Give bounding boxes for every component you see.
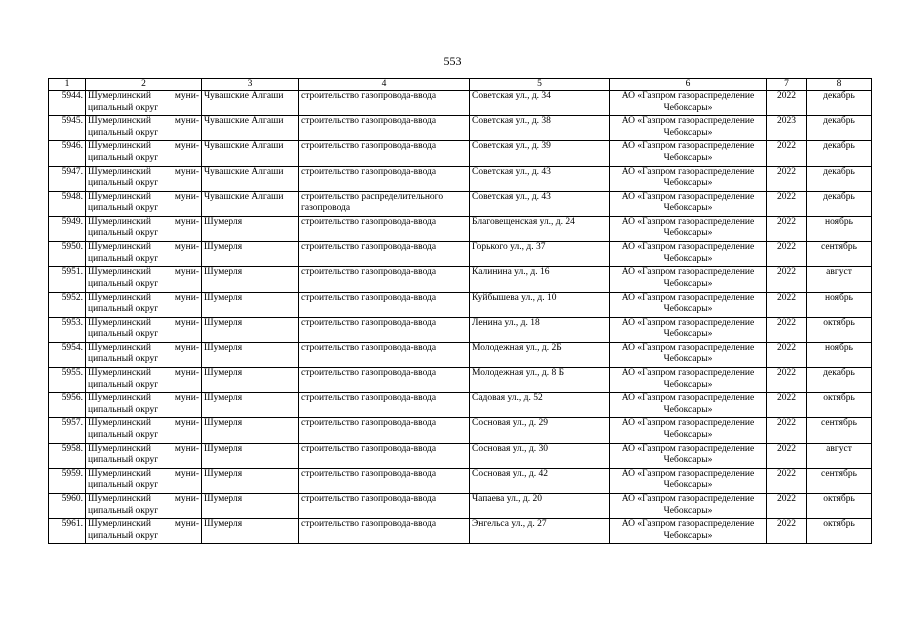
header-cell-8: 8: [807, 79, 872, 91]
cell-district: Шумерлинский муни-ципальный округ: [86, 494, 202, 519]
cell-month: декабрь: [807, 166, 872, 191]
cell-year: 2022: [767, 242, 807, 267]
cell-address: Советская ул., д. 38: [470, 116, 610, 141]
cell-year: 2022: [767, 292, 807, 317]
cell-month: сентябрь: [807, 242, 872, 267]
cell-settlement: Шумерля: [202, 292, 299, 317]
cell-address: Советская ул., д. 43: [470, 191, 610, 216]
cell-number: 5951.: [49, 267, 86, 292]
cell-number: 5954.: [49, 342, 86, 367]
cell-number: 5960.: [49, 494, 86, 519]
cell-work-type: строительство газопровода-ввода: [299, 519, 470, 544]
header-cell-2: 2: [86, 79, 202, 91]
cell-month: ноябрь: [807, 342, 872, 367]
cell-month: ноябрь: [807, 292, 872, 317]
cell-month: декабрь: [807, 91, 872, 116]
table-row: [49, 342, 872, 367]
cell-address: Энгельса ул., д. 27: [470, 519, 610, 544]
cell-address: Калинина ул., д. 16: [470, 267, 610, 292]
cell-month: декабрь: [807, 141, 872, 166]
cell-work-type: строительство газопровода-ввода: [299, 393, 470, 418]
cell-address: Ленина ул., д. 18: [470, 317, 610, 342]
cell-work-type: строительство газопровода-ввода: [299, 317, 470, 342]
cell-number: 5950.: [49, 242, 86, 267]
cell-month: декабрь: [807, 116, 872, 141]
cell-year: 2022: [767, 368, 807, 393]
cell-settlement: Шумерля: [202, 242, 299, 267]
cell-organization: АО «Газпром газораспределение Чебоксары»: [610, 494, 767, 519]
cell-month: сентябрь: [807, 468, 872, 493]
cell-work-type: строительство газопровода-ввода: [299, 242, 470, 267]
cell-number: 5958.: [49, 443, 86, 468]
cell-month: август: [807, 443, 872, 468]
cell-district: Шумерлинский муни-ципальный округ: [86, 317, 202, 342]
table-row: [49, 468, 872, 493]
cell-settlement: Шумерля: [202, 216, 299, 241]
cell-month: октябрь: [807, 317, 872, 342]
table-row: [49, 418, 872, 443]
table-row: [49, 91, 872, 116]
cell-district: Шумерлинский муни-ципальный округ: [86, 443, 202, 468]
cell-organization: АО «Газпром газораспределение Чебоксары»: [610, 216, 767, 241]
cell-number: 5946.: [49, 141, 86, 166]
cell-number: 5961.: [49, 519, 86, 544]
cell-settlement: Шумерля: [202, 519, 299, 544]
cell-work-type: строительство газопровода-ввода: [299, 418, 470, 443]
cell-work-type: строительство распределительного газопровода: [299, 191, 470, 216]
cell-district: Шумерлинский муни-ципальный округ: [86, 418, 202, 443]
cell-settlement: Чувашские Алгаши: [202, 141, 299, 166]
cell-organization: АО «Газпром газораспределение Чебоксары»: [610, 418, 767, 443]
cell-district: Шумерлинский муни-ципальный округ: [86, 468, 202, 493]
cell-address: Сосновая ул., д. 29: [470, 418, 610, 443]
cell-organization: АО «Газпром газораспределение Чебоксары»: [610, 242, 767, 267]
table-row: [49, 166, 872, 191]
table-row: [49, 393, 872, 418]
cell-number: 5949.: [49, 216, 86, 241]
cell-settlement: Шумерля: [202, 317, 299, 342]
cell-settlement: Шумерля: [202, 368, 299, 393]
cell-year: 2022: [767, 468, 807, 493]
cell-year: 2022: [767, 141, 807, 166]
cell-organization: АО «Газпром газораспределение Чебоксары»: [610, 141, 767, 166]
cell-district: Шумерлинский муни-ципальный округ: [86, 519, 202, 544]
cell-year: 2022: [767, 317, 807, 342]
cell-address: Горького ул., д. 37: [470, 242, 610, 267]
cell-work-type: строительство газопровода-ввода: [299, 267, 470, 292]
cell-district: Шумерлинский муни-ципальный округ: [86, 216, 202, 241]
table-body: [49, 91, 872, 544]
cell-settlement: Чувашские Алгаши: [202, 91, 299, 116]
cell-address: Молодежная ул., д. 8 Б: [470, 368, 610, 393]
cell-address: Советская ул., д. 43: [470, 166, 610, 191]
cell-work-type: строительство газопровода-ввода: [299, 342, 470, 367]
cell-district: Шумерлинский муни-ципальный округ: [86, 292, 202, 317]
cell-address: Сосновая ул., д. 42: [470, 468, 610, 493]
cell-month: сентябрь: [807, 418, 872, 443]
table-row: [49, 317, 872, 342]
cell-organization: АО «Газпром газораспределение Чебоксары»: [610, 368, 767, 393]
cell-work-type: строительство газопровода-ввода: [299, 91, 470, 116]
cell-organization: АО «Газпром газораспределение Чебоксары»: [610, 191, 767, 216]
cell-settlement: Шумерля: [202, 443, 299, 468]
cell-organization: АО «Газпром газораспределение Чебоксары»: [610, 443, 767, 468]
cell-number: 5952.: [49, 292, 86, 317]
cell-settlement: Шумерля: [202, 468, 299, 493]
cell-organization: АО «Газпром газораспределение Чебоксары»: [610, 468, 767, 493]
cell-district: Шумерлинский муни-ципальный округ: [86, 267, 202, 292]
header-cell-1: 1: [49, 79, 86, 91]
cell-organization: АО «Газпром газораспределение Чебоксары»: [610, 166, 767, 191]
cell-organization: АО «Газпром газораспределение Чебоксары»: [610, 342, 767, 367]
cell-number: 5957.: [49, 418, 86, 443]
cell-work-type: строительство газопровода-ввода: [299, 166, 470, 191]
header-cell-6: 6: [610, 79, 767, 91]
cell-work-type: строительство газопровода-ввода: [299, 368, 470, 393]
table-row: [49, 116, 872, 141]
cell-year: 2022: [767, 267, 807, 292]
header-cell-4: 4: [299, 79, 470, 91]
cell-month: октябрь: [807, 494, 872, 519]
cell-year: 2022: [767, 393, 807, 418]
cell-organization: АО «Газпром газораспределение Чебоксары»: [610, 519, 767, 544]
cell-number: 5945.: [49, 116, 86, 141]
cell-settlement: Шумерля: [202, 418, 299, 443]
cell-year: 2022: [767, 91, 807, 116]
cell-organization: АО «Газпром газораспределение Чебоксары»: [610, 267, 767, 292]
cell-address: Чапаева ул., д. 20: [470, 494, 610, 519]
cell-year: 2022: [767, 191, 807, 216]
cell-settlement: Чувашские Алгаши: [202, 166, 299, 191]
cell-work-type: строительство газопровода-ввода: [299, 443, 470, 468]
header-cell-5: 5: [470, 79, 610, 91]
table-row: [49, 141, 872, 166]
cell-district: Шумерлинский муни-ципальный округ: [86, 116, 202, 141]
cell-work-type: строительство газопровода-ввода: [299, 216, 470, 241]
cell-address: Советская ул., д. 34: [470, 91, 610, 116]
cell-year: 2022: [767, 418, 807, 443]
cell-organization: АО «Газпром газораспределение Чебоксары»: [610, 317, 767, 342]
table-row: [49, 494, 872, 519]
cell-year: 2022: [767, 166, 807, 191]
cell-year: 2022: [767, 443, 807, 468]
cell-settlement: Шумерля: [202, 267, 299, 292]
cell-year: 2022: [767, 216, 807, 241]
cell-month: декабрь: [807, 191, 872, 216]
cell-organization: АО «Газпром газораспределение Чебоксары»: [610, 393, 767, 418]
cell-month: декабрь: [807, 368, 872, 393]
data-table: [48, 78, 872, 544]
cell-district: Шумерлинский муни-ципальный округ: [86, 342, 202, 367]
cell-work-type: строительство газопровода-ввода: [299, 116, 470, 141]
table-row: [49, 443, 872, 468]
cell-month: октябрь: [807, 393, 872, 418]
cell-settlement: Шумерля: [202, 393, 299, 418]
cell-work-type: строительство газопровода-ввода: [299, 141, 470, 166]
cell-year: 2022: [767, 342, 807, 367]
cell-district: Шумерлинский муни-ципальный округ: [86, 393, 202, 418]
header-cell-7: 7: [767, 79, 807, 91]
cell-number: 5947.: [49, 166, 86, 191]
cell-address: Куйбышева ул., д. 10: [470, 292, 610, 317]
cell-year: 2022: [767, 519, 807, 544]
table-row: [49, 519, 872, 544]
cell-number: 5953.: [49, 317, 86, 342]
cell-settlement: Шумерля: [202, 342, 299, 367]
header-cell-3: 3: [202, 79, 299, 91]
cell-year: 2023: [767, 116, 807, 141]
cell-settlement: Шумерля: [202, 494, 299, 519]
cell-organization: АО «Газпром газораспределение Чебоксары»: [610, 292, 767, 317]
cell-address: Советская ул., д. 39: [470, 141, 610, 166]
cell-number: 5956.: [49, 393, 86, 418]
cell-work-type: строительство газопровода-ввода: [299, 292, 470, 317]
cell-work-type: строительство газопровода-ввода: [299, 468, 470, 493]
cell-settlement: Чувашские Алгаши: [202, 191, 299, 216]
table-row: [49, 292, 872, 317]
cell-district: Шумерлинский муни-ципальный округ: [86, 166, 202, 191]
cell-address: Благовещенская ул., д. 24: [470, 216, 610, 241]
cell-number: 5955.: [49, 368, 86, 393]
cell-organization: АО «Газпром газораспределение Чебоксары»: [610, 91, 767, 116]
cell-work-type: строительство газопровода-ввода: [299, 494, 470, 519]
cell-month: октябрь: [807, 519, 872, 544]
page-number: 553: [443, 54, 462, 68]
table-row: [49, 191, 872, 216]
cell-organization: АО «Газпром газораспределение Чебоксары»: [610, 116, 767, 141]
table-row: [49, 267, 872, 292]
cell-district: Шумерлинский муни-ципальный округ: [86, 368, 202, 393]
header-row: [49, 79, 872, 91]
cell-district: Шумерлинский муни-ципальный округ: [86, 91, 202, 116]
cell-settlement: Чувашские Алгаши: [202, 116, 299, 141]
table-row: [49, 242, 872, 267]
cell-address: Сосновая ул., д. 30: [470, 443, 610, 468]
cell-district: Шумерлинский муни-ципальный округ: [86, 141, 202, 166]
cell-district: Шумерлинский муни-ципальный округ: [86, 242, 202, 267]
cell-number: 5959.: [49, 468, 86, 493]
cell-year: 2022: [767, 494, 807, 519]
cell-address: Садовая ул., д. 52: [470, 393, 610, 418]
cell-number: 5944.: [49, 91, 86, 116]
cell-number: 5948.: [49, 191, 86, 216]
cell-district: Шумерлинский муни-ципальный округ: [86, 191, 202, 216]
cell-address: Молодежная ул., д. 2Б: [470, 342, 610, 367]
cell-month: август: [807, 267, 872, 292]
table-row: [49, 216, 872, 241]
cell-month: ноябрь: [807, 216, 872, 241]
table-row: [49, 368, 872, 393]
